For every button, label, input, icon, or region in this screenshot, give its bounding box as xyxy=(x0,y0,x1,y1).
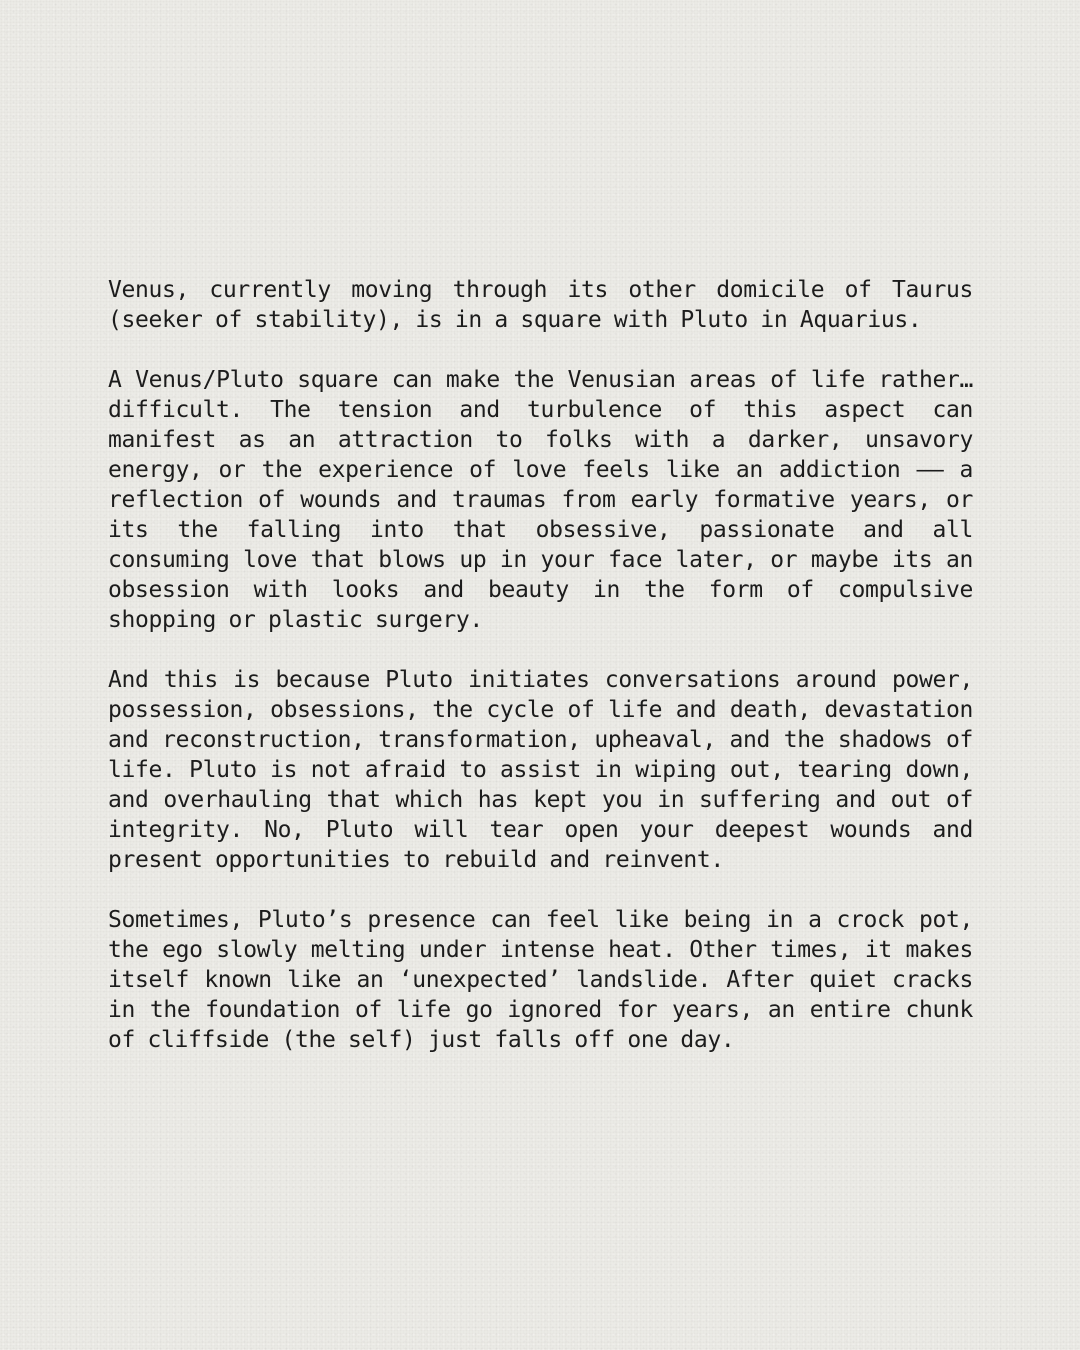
paragraph-pluto-themes: And this is because Pluto initiates conversations around power, possession, obsessions, the cycle of life and death, devastation and reconstruction, transformation, upheaval, and the shadows of life. Pluto is not afraid to assist in wiping out, tearing down, and overhauling that which has kept you in suffering and out of integrity. No, Pluto will tear open your deepest wounds and present opportunities to rebuild and reinvent. xyxy=(108,667,973,873)
article-body xyxy=(108,275,973,1085)
paragraph-venus-pluto-square: A Venus/Pluto square can make the Venusian areas of life rather… difficult. The tension and turbulence of this aspect can manifest as an attraction to folks with a darker, unsavory energy, or the experience of love feels like an addiction —— a reflection of wounds and traumas from early formative years, or its the falling into that obsessive, passionate and all consuming love that blows up in your face later, or maybe its an obsession with looks and beauty in the form of compulsive shopping or plastic surgery. xyxy=(108,367,973,633)
paragraph-pluto-presence: Sometimes, Pluto’s presence can feel like being in a crock pot, the ego slowly melting under intense heat. Other times, it makes itself known like an ‘unexpected’ landslide. After quiet cracks in the foundation of life go ignored for years, an entire chunk of cliffside (the self) just falls off one day. xyxy=(108,907,973,1053)
paragraph-venus-taurus: Venus, currently moving through its other domicile of Taurus (seeker of stability), is in a square with Pluto in Aquarius. xyxy=(108,277,973,333)
